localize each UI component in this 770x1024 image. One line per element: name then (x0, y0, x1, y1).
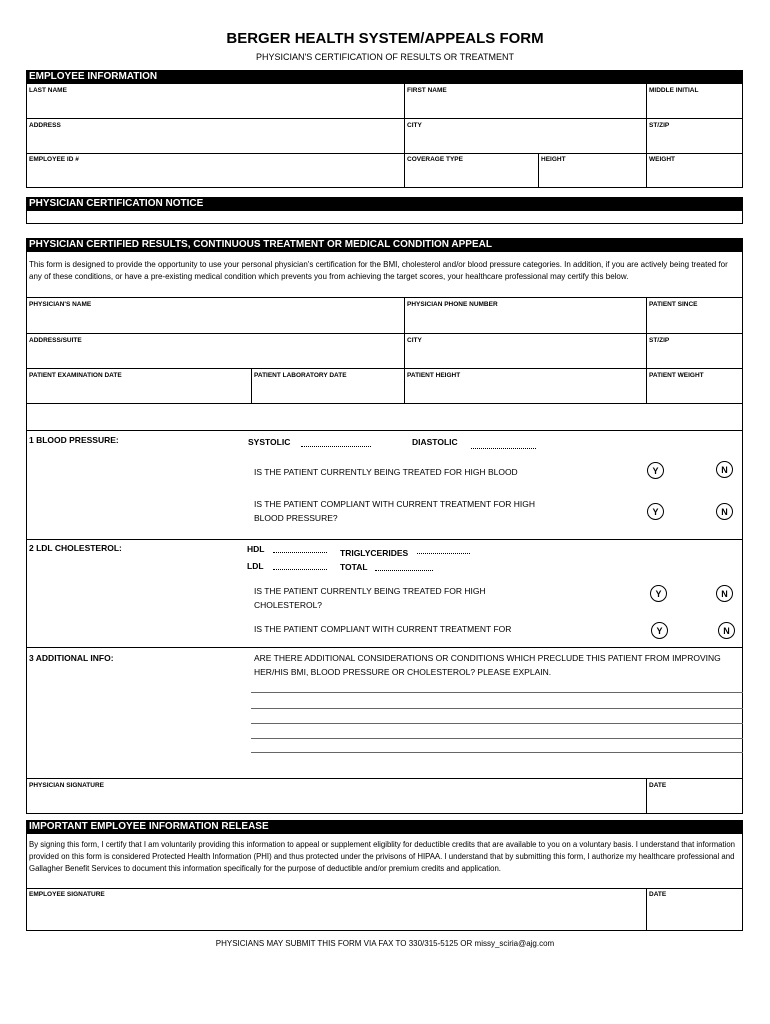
physician-name-field[interactable]: PHYSICIAN'S NAME (29, 301, 92, 308)
triglycerides-label: TRIGLYCERIDES (340, 548, 409, 558)
employee-id-field[interactable]: EMPLOYEE ID # (29, 156, 79, 163)
ldl-cholesterol-label: 2 LDL CHOLESTEROL: (29, 543, 122, 553)
patient-weight-field[interactable]: PATIENT WEIGHT (649, 372, 704, 379)
explain-line-4[interactable] (251, 738, 743, 739)
chol-treated-no[interactable]: N (716, 585, 733, 602)
patient-since-field[interactable]: PATIENT SINCE (649, 301, 698, 308)
fax-instructions: PHYSICIANS MAY SUBMIT THIS FORM VIA FAX TO 330/315-5125 OR missy_sciria@ajg.com (215, 939, 555, 948)
additional-info-label: 3 ADDITIONAL INFO: (29, 653, 114, 663)
physician-signature-field[interactable]: PHYSICIAN SIGNATURE (29, 782, 104, 789)
bp-question-compliant: IS THE PATIENT COMPLIANT WITH CURRENT TREATMENT FOR HIGH BLOOD PRESSURE? (254, 499, 535, 523)
chol-question-treated: IS THE PATIENT CURRENTLY BEING TREATED FOR HIGH CHOLESTEROL? (254, 586, 486, 610)
chol-compliant-no[interactable]: N (718, 622, 735, 639)
notice-box (26, 210, 743, 224)
bp-treated-yes[interactable]: Y (647, 462, 664, 479)
address-suite-field[interactable]: ADDRESS/SUITE (29, 337, 82, 344)
triglycerides-input[interactable] (417, 553, 470, 554)
st-zip-field[interactable]: ST/ZIP (649, 122, 670, 129)
form-title: BERGER HEALTH SYSTEM/APPEALS FORM (226, 30, 544, 47)
bp-compliant-yes[interactable]: Y (647, 503, 664, 520)
explain-line-1[interactable] (251, 692, 743, 693)
release-text: By signing this form, I certify that I am voluntarily providing this information to appeal or supplement eligiblity for deductible credits that are available to you on a voluntary basis. I understand that information provided on this form is considered Protected Health Information (PHI) and thus protected under the privisons of HIPAA. I understand that by submitting this form, I authorize my healthcare professional and Gallagher Benefit Services to document this information specifically for the purpose of deductible and/or premium credits and application. (29, 840, 735, 873)
physician-city-field[interactable]: CITY (407, 337, 422, 344)
coverage-type-field[interactable]: COVERAGE TYPE (407, 156, 463, 163)
patient-height-field[interactable]: PATIENT HEIGHT (407, 372, 461, 379)
chol-question-compliant: IS THE PATIENT COMPLIANT WITH CURRENT TREATMENT FOR (254, 624, 512, 634)
hdl-label: HDL (247, 544, 265, 554)
release-section-header: IMPORTANT EMPLOYEE INFORMATION RELEASE (26, 820, 743, 834)
weight-field[interactable]: WEIGHT (649, 156, 675, 163)
systolic-input[interactable] (301, 446, 371, 447)
physician-phone-field[interactable]: PHYSICIAN PHONE NUMBER (407, 301, 498, 308)
employee-info-table (26, 83, 743, 188)
first-name-field[interactable]: FIRST NAME (407, 87, 447, 94)
chol-treated-yes[interactable]: Y (650, 585, 667, 602)
total-input[interactable] (375, 570, 433, 571)
employee-signature-field[interactable]: EMPLOYEE SIGNATURE (29, 891, 105, 898)
employee-section-header: EMPLOYEE INFORMATION (26, 70, 743, 84)
systolic-label: SYSTOLIC (248, 437, 291, 447)
lab-date-field[interactable]: PATIENT LABORATORY DATE (254, 372, 347, 379)
height-field[interactable]: HEIGHT (541, 156, 566, 163)
last-name-field[interactable]: LAST NAME (29, 87, 67, 94)
ldl-label: LDL (247, 561, 264, 571)
explain-line-3[interactable] (251, 723, 743, 724)
physician-signature-date-field[interactable]: DATE (649, 782, 667, 789)
diastolic-input[interactable] (471, 448, 536, 449)
middle-initial-field[interactable]: MIDDLE INITIAL (649, 87, 699, 94)
hdl-input[interactable] (273, 552, 327, 553)
release-section (26, 833, 743, 931)
exam-date-field[interactable]: PATIENT EXAMINATION DATE (29, 372, 122, 379)
physician-section (26, 251, 743, 814)
explain-line-2[interactable] (251, 708, 743, 709)
additional-info-question: ARE THERE ADDITIONAL CONSIDERATIONS OR CONDITIONS WHICH PRECLUDE THIS PATIENT FROM IMPROVING HER/HIS BMI, BLOOD PRESSURE OR CHOLESTEROL? PLEASE EXPLAIN. (254, 653, 721, 677)
blood-pressure-label: 1 BLOOD PRESSURE: (29, 435, 119, 445)
bp-question-treated: IS THE PATIENT CURRENTLY BEING TREATED FOR HIGH BLOOD (254, 467, 518, 477)
address-field[interactable]: ADDRESS (29, 122, 61, 129)
total-label: TOTAL (340, 562, 368, 572)
city-field[interactable]: CITY (407, 122, 422, 129)
physician-section-header: PHYSICIAN CERTIFIED RESULTS, CONTINUOUS TREATMENT OR MEDICAL CONDITION APPEAL (26, 238, 743, 252)
diastolic-label: DIASTOLIC (412, 437, 458, 447)
physician-st-zip-field[interactable]: ST/ZIP (649, 337, 670, 344)
ldl-input[interactable] (273, 569, 327, 570)
employee-signature-date-field[interactable]: DATE (649, 891, 667, 898)
chol-compliant-yes[interactable]: Y (651, 622, 668, 639)
bp-treated-no[interactable]: N (716, 461, 733, 478)
notice-section-header: PHYSICIAN CERTIFICATION NOTICE (26, 197, 743, 211)
explain-line-5[interactable] (251, 752, 743, 753)
form-subtitle: PHYSICIAN'S CERTIFICATION OF RESULTS OR TREATMENT (256, 52, 514, 62)
bp-compliant-no[interactable]: N (716, 503, 733, 520)
physician-intro-text: This form is designed to provide the opportunity to use your personal physician's certification for the BMI, cholesterol and/or blood pressure categories. In addition, if you are actively being treated for any of these conditions, or have a pre-existing medical condition which prevents you from achieving the target scores, your healthcare professional may certify this below. (29, 260, 728, 281)
